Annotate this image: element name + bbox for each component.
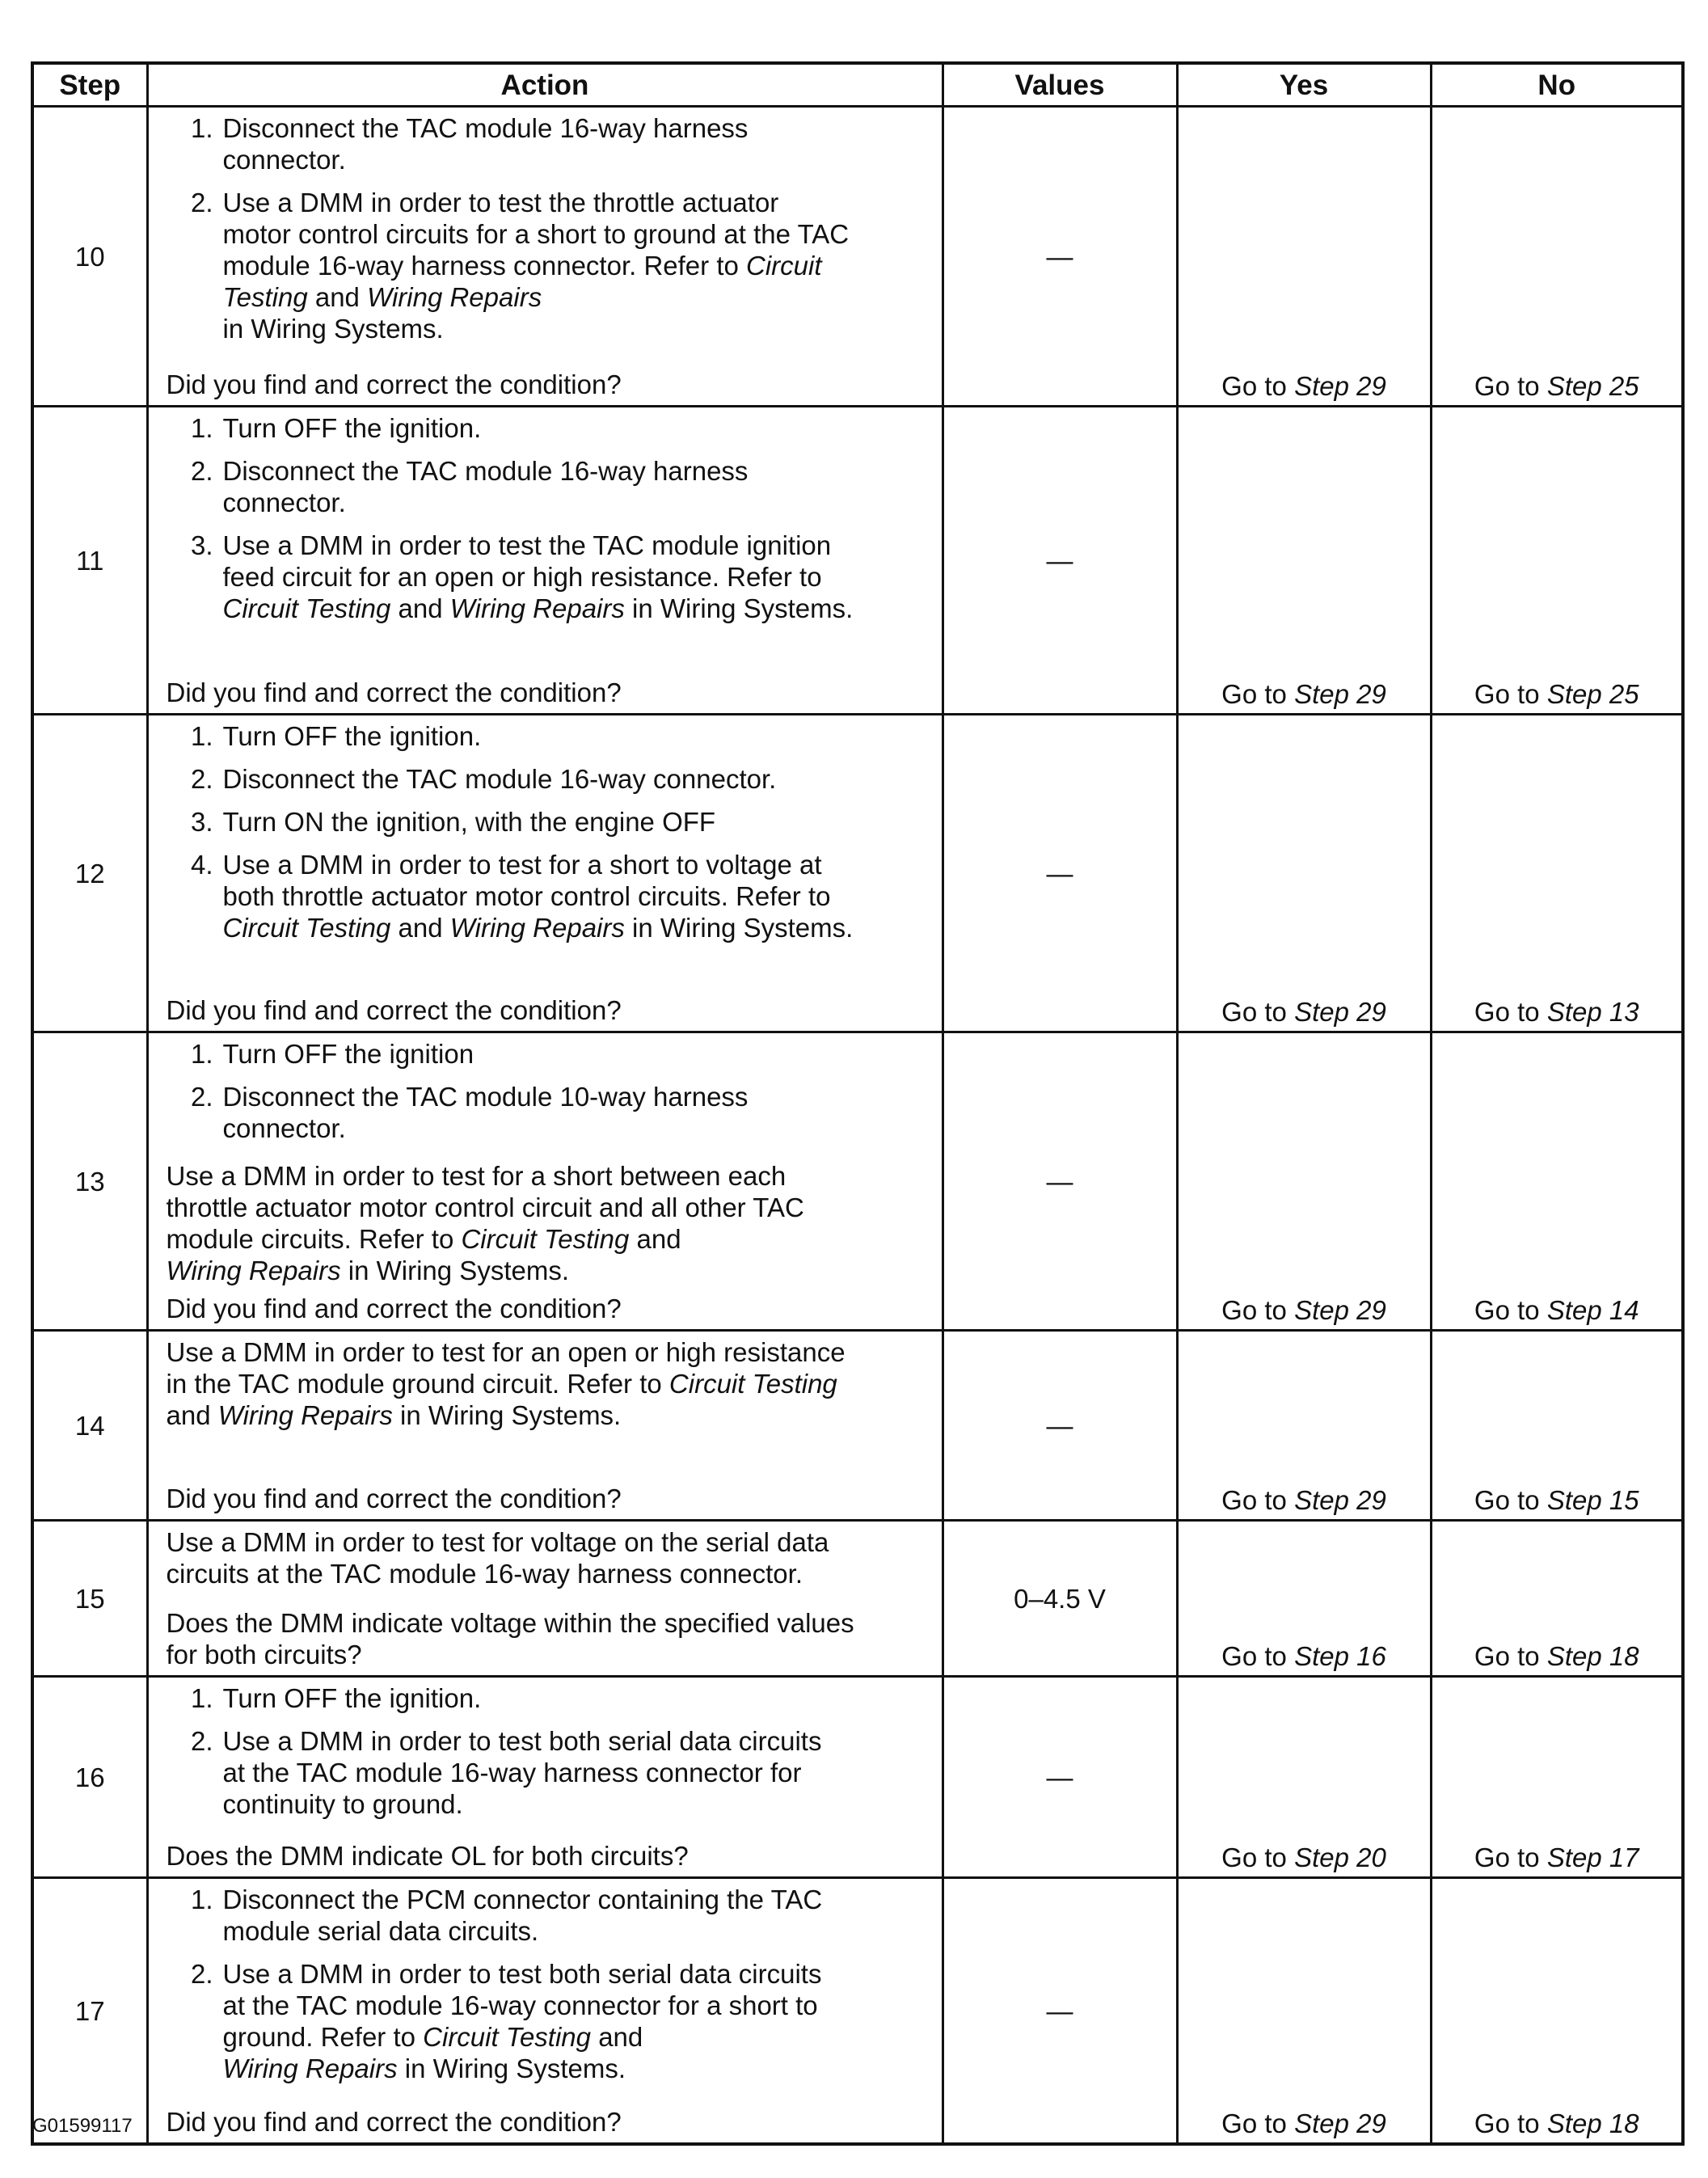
- text-segment: Disconnect the TAC module 16-way harness connector.: [222, 113, 749, 175]
- text-segment: Disconnect the TAC module 16-way harness connector.: [222, 456, 749, 517]
- action-paragraph: [167, 1526, 932, 1589]
- text-segment: in Wiring Systems.: [397, 2053, 626, 2083]
- action-step-number: 2.: [190, 764, 213, 794]
- action-step: [167, 1725, 932, 1820]
- text-segment: Use a DMM in order to test both serial data circuits at the TAC module 16-way connector for a short to ground. Refer to: [222, 1959, 822, 2052]
- action-content: [167, 1522, 932, 1670]
- action-step-text: [223, 187, 932, 344]
- no-result-cell: [1431, 1878, 1683, 2145]
- action-question: Did you find and correct the condition?: [166, 1294, 622, 1323]
- goto-label: Go to: [1474, 2108, 1547, 2138]
- text-segment: and: [390, 593, 450, 623]
- text-segment: in Wiring Systems.: [340, 1256, 569, 1285]
- action-step-text: [223, 849, 932, 943]
- action-cell: [147, 1032, 943, 1331]
- header-yes: Yes: [1177, 63, 1431, 107]
- text-segment: in Wiring Systems.: [624, 913, 854, 943]
- action-step-number: 1.: [190, 1683, 213, 1713]
- action-content: [167, 1033, 932, 1324]
- text-segment: Use a DMM in order to test the throttle actuator motor control circuits for a short to ground at the TAC module 16-way harness connector. Refer to: [222, 188, 850, 281]
- no-result-cell: [1431, 715, 1683, 1032]
- header-step: Step: [32, 63, 147, 107]
- yes-result-cell: [1177, 715, 1431, 1032]
- goto-label: Go to: [1221, 679, 1295, 709]
- action-step-text: [223, 1682, 932, 1714]
- action-cell: [147, 1677, 943, 1878]
- action-step: [167, 412, 932, 444]
- step-number: 15: [32, 1521, 147, 1677]
- yes-result-cell: [1177, 407, 1431, 715]
- action-step: [167, 530, 932, 624]
- goto-label: Go to: [1474, 679, 1547, 709]
- goto-step-link[interactable]: Step 20: [1294, 1842, 1386, 1872]
- no-result-cell: [1431, 407, 1683, 715]
- text-segment: in Wiring Systems.: [222, 314, 444, 344]
- action-step-number: 1.: [190, 113, 213, 143]
- goto-label: Go to: [1221, 1641, 1295, 1671]
- yes-result-cell: [1177, 1032, 1431, 1331]
- goto-step-link[interactable]: Step 29: [1294, 371, 1386, 401]
- goto-step-link[interactable]: Step 17: [1546, 1842, 1639, 1872]
- action-step-text: [223, 1038, 932, 1070]
- action-step: [167, 112, 932, 175]
- goto-label: Go to: [1474, 1295, 1547, 1325]
- action-step: [167, 849, 932, 943]
- header-no: No: [1431, 63, 1683, 107]
- action-question: Did you find and correct the condition?: [166, 2107, 622, 2137]
- goto-step-link[interactable]: Step 18: [1546, 1641, 1639, 1671]
- action-steps: [167, 112, 932, 356]
- goto-label: Go to: [1474, 997, 1547, 1027]
- action-question: Does the DMM indicate voltage within the specified values for both circuits?: [166, 1608, 854, 1669]
- action-step: [167, 806, 932, 838]
- action-step-number: 2.: [190, 1959, 213, 1989]
- action-step: [167, 1884, 932, 1947]
- yes-result-cell: [1177, 1331, 1431, 1521]
- action-step: [167, 1958, 932, 2084]
- action-step: [167, 455, 932, 518]
- action-question: Did you find and correct the condition?: [166, 369, 622, 399]
- goto-step-link[interactable]: Step 25: [1546, 371, 1639, 401]
- goto-step-link[interactable]: Step 29: [1294, 679, 1386, 709]
- step-number: 13: [32, 1032, 147, 1331]
- values-cell: —: [943, 1331, 1177, 1521]
- action-step-number: 1.: [190, 1885, 213, 1914]
- action-step-number: 1.: [190, 413, 213, 443]
- action-steps: [167, 1038, 932, 1155]
- text-segment: in Wiring Systems.: [624, 593, 854, 623]
- text-segment: Turn OFF the ignition: [222, 1039, 474, 1069]
- no-result-cell: [1431, 1032, 1683, 1331]
- goto-label: Go to: [1221, 1295, 1295, 1325]
- action-steps: [167, 720, 932, 955]
- action-step: [167, 1682, 932, 1714]
- action-step-text: [223, 412, 932, 444]
- action-step-number: 1.: [190, 721, 213, 751]
- text-segment: in Wiring Systems.: [392, 1400, 622, 1430]
- goto-step-link[interactable]: Step 15: [1546, 1485, 1639, 1515]
- goto-label: Go to: [1221, 1485, 1295, 1515]
- action-step-number: 2.: [190, 456, 213, 486]
- action-cell: [147, 107, 943, 407]
- no-result-cell: [1431, 1331, 1683, 1521]
- action-step-number: 2.: [190, 188, 213, 217]
- action-step-text: [223, 112, 932, 175]
- yes-result-cell: [1177, 1878, 1431, 2145]
- action-steps: [167, 1884, 932, 2096]
- action-step-number: 2.: [190, 1726, 213, 1756]
- action-step-text: [223, 1081, 932, 1144]
- action-paragraph: [167, 1160, 932, 1286]
- goto-label: Go to: [1474, 1641, 1547, 1671]
- goto-step-link[interactable]: Step 29: [1294, 997, 1386, 1027]
- action-question: Did you find and correct the condition?: [166, 1484, 622, 1513]
- no-result-cell: [1431, 1521, 1683, 1677]
- goto-label: Go to: [1221, 2108, 1295, 2138]
- values-cell: —: [943, 1032, 1177, 1331]
- manual-reference: Circuit Testing: [461, 1224, 630, 1254]
- table-row: [32, 1677, 1683, 1878]
- text-segment: Use a DMM in order to test the TAC module ignition feed circuit for an open or high resistance. Refer to: [222, 530, 832, 592]
- action-cell: [147, 1521, 943, 1677]
- action-step-number: 2.: [190, 1082, 213, 1112]
- values-cell: 0–4.5 V: [943, 1521, 1177, 1677]
- action-step-text: [223, 806, 932, 838]
- goto-step-link[interactable]: Step 14: [1546, 1295, 1639, 1325]
- table-row: [32, 407, 1683, 715]
- text-segment: Disconnect the TAC module 16-way connector.: [222, 764, 777, 794]
- step-number: 16: [32, 1677, 147, 1878]
- figure-id: G01599117: [32, 2115, 133, 2137]
- action-question: Did you find and correct the condition?: [166, 677, 622, 707]
- yes-result-cell: [1177, 1677, 1431, 1878]
- table-row: [32, 715, 1683, 1032]
- diagnostic-table: [31, 61, 1685, 2146]
- action-paragraph: [167, 1336, 932, 1431]
- goto-step-link[interactable]: Step 29: [1294, 2108, 1386, 2138]
- text-segment: and: [390, 913, 450, 943]
- text-segment: Use a DMM in order to test for a short to voltage at both throttle actuator motor control circuits. Refer to: [222, 850, 831, 911]
- goto-step-link[interactable]: Step 29: [1294, 1485, 1386, 1515]
- step-number: 10: [32, 107, 147, 407]
- values-cell: —: [943, 1878, 1177, 2145]
- table-row: [32, 1878, 1683, 2145]
- text-segment: Turn OFF the ignition.: [222, 413, 482, 443]
- values-cell: —: [943, 1677, 1177, 1878]
- action-cell: [147, 1878, 943, 2145]
- goto-step-link[interactable]: Step 25: [1546, 679, 1639, 709]
- action-steps: [167, 412, 932, 635]
- manual-reference: Circuit Testing: [222, 251, 822, 312]
- yes-result-cell: [1177, 107, 1431, 407]
- goto-label: Go to: [1221, 371, 1295, 401]
- step-number: 14: [32, 1331, 147, 1521]
- goto-label: Go to: [1474, 1842, 1547, 1872]
- goto-step-link[interactable]: Step 29: [1294, 1295, 1386, 1325]
- action-content: [167, 407, 932, 708]
- text-segment: Use a DMM in order to test for an open or high resistance in the TAC module ground circuit. Refer to: [166, 1337, 846, 1399]
- step-number: 17: [32, 1878, 147, 2145]
- table-row: [32, 1331, 1683, 1521]
- no-result-cell: [1431, 1677, 1683, 1878]
- goto-step-link[interactable]: Step 13: [1546, 997, 1639, 1027]
- text-segment: and: [598, 2022, 643, 2052]
- manual-reference: Wiring Repairs: [217, 1400, 393, 1430]
- manual-reference: Circuit Testing: [668, 1369, 837, 1399]
- manual-reference: Wiring Repairs: [367, 282, 542, 312]
- action-step-text: [223, 455, 932, 518]
- values-cell: —: [943, 407, 1177, 715]
- action-cell: [147, 715, 943, 1032]
- values-cell: —: [943, 107, 1177, 407]
- action-question: Does the DMM indicate OL for both circuits?: [166, 1841, 689, 1871]
- text-segment: Turn ON the ignition, with the engine OFF: [222, 807, 716, 837]
- text-segment: Use a DMM in order to test for voltage on the serial data circuits at the TAC module 16-way harness connector.: [166, 1527, 829, 1589]
- manual-reference: Circuit Testing: [423, 2022, 592, 2052]
- goto-label: Go to: [1221, 1842, 1295, 1872]
- values-cell: —: [943, 715, 1177, 1032]
- no-result-cell: [1431, 107, 1683, 407]
- action-content: [167, 1678, 932, 1872]
- action-step: [167, 1038, 932, 1070]
- goto-label: Go to: [1474, 1485, 1547, 1515]
- action-step: [167, 1081, 932, 1144]
- header-action: Action: [147, 63, 943, 107]
- action-step-text: [223, 763, 932, 795]
- goto-step-link[interactable]: Step 16: [1294, 1641, 1386, 1671]
- action-step: [167, 187, 932, 344]
- action-content: [167, 108, 932, 400]
- text-segment: Use a DMM in order to test for a short between each throttle actuator motor control circuit and all other TAC module circuits. Refer to: [166, 1161, 804, 1254]
- action-step-number: 3.: [190, 530, 213, 560]
- action-step-text: [223, 1725, 932, 1820]
- action-step-text: [223, 1884, 932, 1947]
- table-row: [32, 107, 1683, 407]
- action-steps: [167, 1682, 932, 1831]
- header-row: [32, 63, 1683, 107]
- text-segment: Turn OFF the ignition.: [222, 1683, 482, 1713]
- table-row: [32, 1521, 1683, 1677]
- manual-reference: Wiring Repairs: [449, 913, 625, 943]
- action-step: [167, 720, 932, 752]
- manual-reference: Wiring Repairs: [166, 1256, 341, 1285]
- action-cell: [147, 407, 943, 715]
- text-segment: and: [166, 1400, 211, 1430]
- text-segment: and: [307, 282, 368, 312]
- action-content: [167, 1332, 932, 1514]
- step-number: 11: [32, 407, 147, 715]
- goto-step-link[interactable]: Step 18: [1546, 2108, 1639, 2138]
- action-content: [167, 715, 932, 1026]
- action-step-number: 1.: [190, 1039, 213, 1069]
- goto-label: Go to: [1221, 997, 1295, 1027]
- text-segment: and: [636, 1224, 681, 1254]
- text-segment: Disconnect the TAC module 10-way harness connector.: [222, 1082, 749, 1143]
- manual-reference: Circuit Testing: [222, 593, 391, 623]
- action-step: [167, 763, 932, 795]
- action-step-text: [223, 1958, 932, 2084]
- manual-reference: Wiring Repairs: [449, 593, 625, 623]
- action-step-number: 4.: [190, 850, 213, 880]
- yes-result-cell: [1177, 1521, 1431, 1677]
- action-step-text: [223, 530, 932, 624]
- goto-label: Go to: [1474, 371, 1547, 401]
- manual-reference: Circuit Testing: [222, 913, 391, 943]
- action-step-text: [223, 720, 932, 752]
- table-row: [32, 1032, 1683, 1331]
- action-content: [167, 1879, 932, 2138]
- text-segment: Use a DMM in order to test both serial data circuits at the TAC module 16-way harness connector for continuity to ground.: [222, 1726, 822, 1819]
- header-values: Values: [943, 63, 1177, 107]
- action-step-number: 3.: [190, 807, 213, 837]
- step-number: 12: [32, 715, 147, 1032]
- text-segment: Disconnect the PCM connector containing the TAC module serial data circuits.: [222, 1885, 823, 1946]
- manual-reference: Wiring Repairs: [222, 2053, 398, 2083]
- action-question: Did you find and correct the condition?: [166, 995, 622, 1025]
- action-cell: [147, 1331, 943, 1521]
- text-segment: Turn OFF the ignition.: [222, 721, 482, 751]
